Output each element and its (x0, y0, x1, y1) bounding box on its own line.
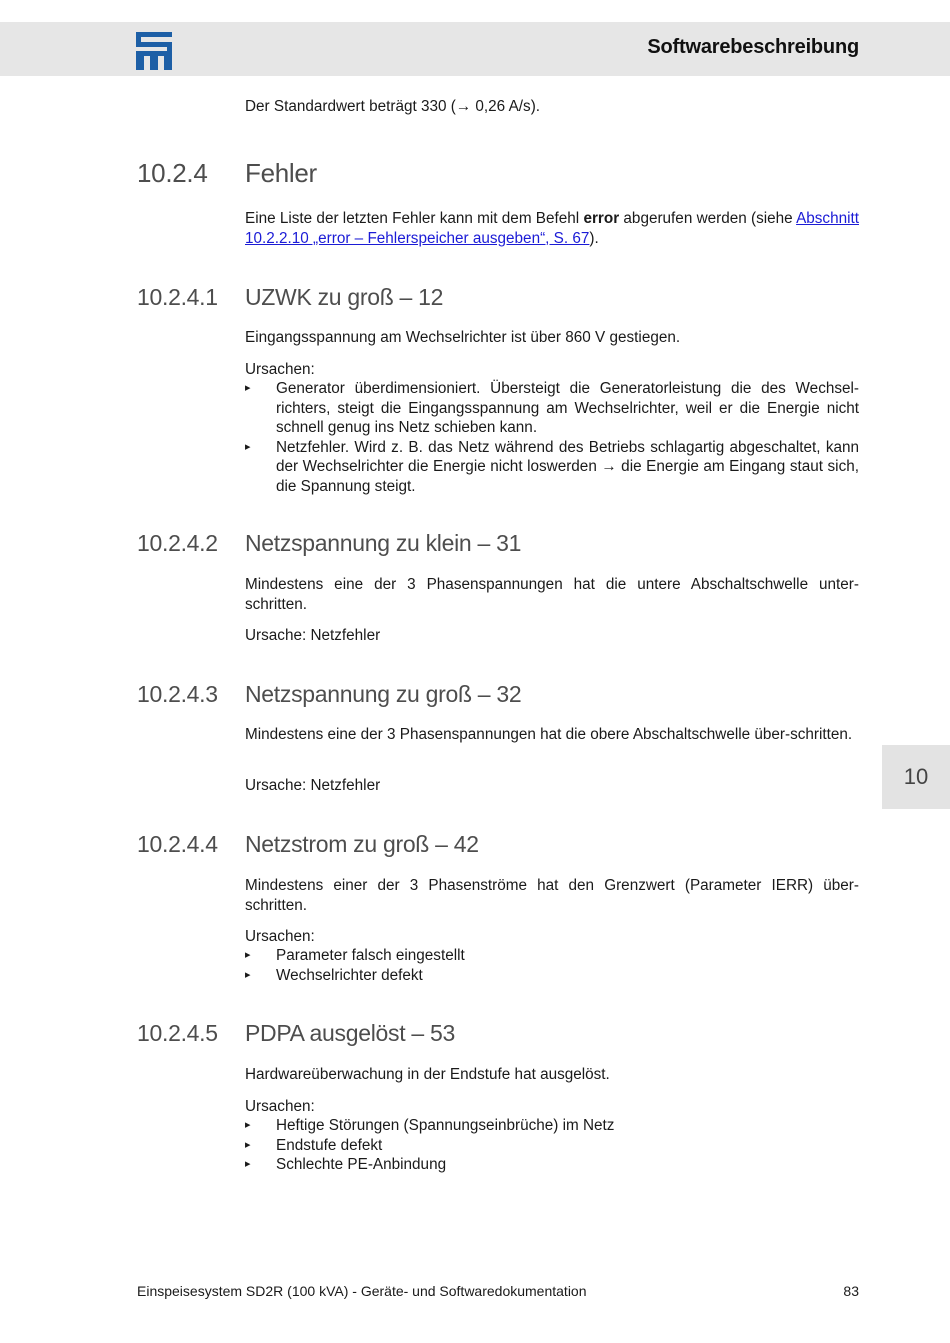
subsection-title: PDPA ausgelöst – 53 (245, 1020, 455, 1046)
text-run: ). (589, 229, 599, 247)
subsection-number: 10.2.4.5 (137, 1020, 218, 1046)
subsection-heading (137, 530, 859, 557)
subsection-title: Netzspannung zu groß – 32 (245, 681, 522, 707)
list-item (245, 966, 859, 986)
subsection-heading (137, 284, 859, 311)
footer-document-title: Einspeisesystem SD2R (100 kVA) - Geräte- und Softwaredokumentation (137, 1283, 587, 1299)
text-run: Eine Liste der letzten Fehler kann mit dem Befehl (245, 210, 584, 227)
list-item (245, 379, 859, 438)
subsection-title: Netzstrom zu groß – 42 (245, 831, 479, 857)
subsection-number: 10.2.4.3 (137, 681, 218, 707)
subsection-description: Hardwareüberwachung in der Endstufe hat ausgelöst. (245, 1066, 610, 1083)
causes-label: Ursachen: (245, 361, 315, 378)
section-heading (137, 158, 859, 189)
bullet-marker: ▸ (245, 1119, 251, 1131)
subsection-heading (137, 681, 859, 708)
list-item (245, 1136, 859, 1156)
page-header (0, 22, 950, 76)
list-item-text: Generator überdimensioniert. Übersteigt die Generatorleistung die des Wechsel-richters, steigt die Eingangsspannung am Wechselrichter, weil er die Energie nicht schnell genug ins Netz schieben kann. (276, 380, 859, 436)
section-paragraph (245, 209, 859, 248)
subsection-number: 10.2.4.1 (137, 284, 218, 310)
list-item-text: Heftige Störungen (Spannungseinbrüche) im Netz (276, 1117, 615, 1134)
subsection-heading (137, 831, 859, 858)
bullet-marker: ▸ (245, 1158, 251, 1170)
list-item-text: Parameter falsch eingestellt (276, 947, 465, 964)
section-number: 10.2.4 (137, 158, 208, 188)
subsection-title: UZWK zu groß – 12 (245, 284, 444, 310)
causes-list (245, 379, 859, 496)
causes-label: Ursachen: (245, 1098, 315, 1115)
causes-list (245, 946, 859, 985)
bullet-marker: ▸ (245, 949, 251, 961)
list-item-text: Wechselrichter defekt (276, 966, 423, 984)
subsection-number: 10.2.4.2 (137, 530, 218, 556)
list-item-text: Schlechte PE-Anbindung (276, 1156, 447, 1173)
subsection-title: Netzspannung zu klein – 31 (245, 530, 522, 556)
bullet-marker: ▸ (245, 382, 251, 394)
cause-text: Ursache: Netzfehler (245, 627, 381, 644)
text-run: abgerufen werden (siehe (619, 210, 797, 227)
bullet-marker: ▸ (245, 968, 251, 981)
command-name: error (583, 210, 620, 227)
section-title: Fehler (245, 158, 317, 188)
subsection-description: Mindestens eine der 3 Phasenspannungen hat die obere Abschaltschwelle über-schritten. (245, 726, 853, 743)
footer-page-number: 83 (843, 1283, 859, 1299)
list-item (245, 1116, 859, 1136)
chapter-tab[interactable]: 10 (882, 745, 950, 809)
causes-list (245, 1116, 859, 1175)
cross-reference-link[interactable]: Abschnitt 10.2.2.10 „error – Fehlerspeicher ausgeben“, S. 67 (245, 210, 859, 247)
cause-text: Ursache: Netzfehler (245, 777, 381, 794)
subsection-description: Eingangsspannung am Wechselrichter ist über 860 V gestiegen. (245, 329, 681, 346)
company-logo-icon (136, 32, 172, 70)
page-header-title: Softwarebeschreibung (647, 36, 859, 58)
subsection-heading (137, 1020, 859, 1047)
intro-text: Der Standardwert beträgt 330 (→ 0,26 A/s). (245, 98, 541, 115)
subsection-description: Mindestens einer der 3 Phasenströme hat den Grenzwert (Parameter IERR) über-schritten. (245, 877, 859, 914)
list-item (245, 438, 859, 497)
list-item (245, 1155, 859, 1175)
list-item-text: Endstufe defekt (276, 1136, 383, 1154)
causes-label: Ursachen: (245, 928, 315, 945)
subsection-number: 10.2.4.4 (137, 831, 218, 857)
list-item-text: Netzfehler. Wird z. B. das Netz während des Betriebs schlagartig abgeschaltet, kann der Wechselrichter die Energie nicht loswerden → die Energie am Eingang staut sich, die Spannung steigt. (276, 438, 859, 495)
bullet-marker: ▸ (245, 1138, 251, 1151)
bullet-marker: ▸ (245, 440, 251, 453)
subsection-description: Mindestens eine der 3 Phasenspannungen hat die untere Abschaltschwelle unter-schritten. (245, 576, 859, 613)
list-item (245, 946, 859, 966)
